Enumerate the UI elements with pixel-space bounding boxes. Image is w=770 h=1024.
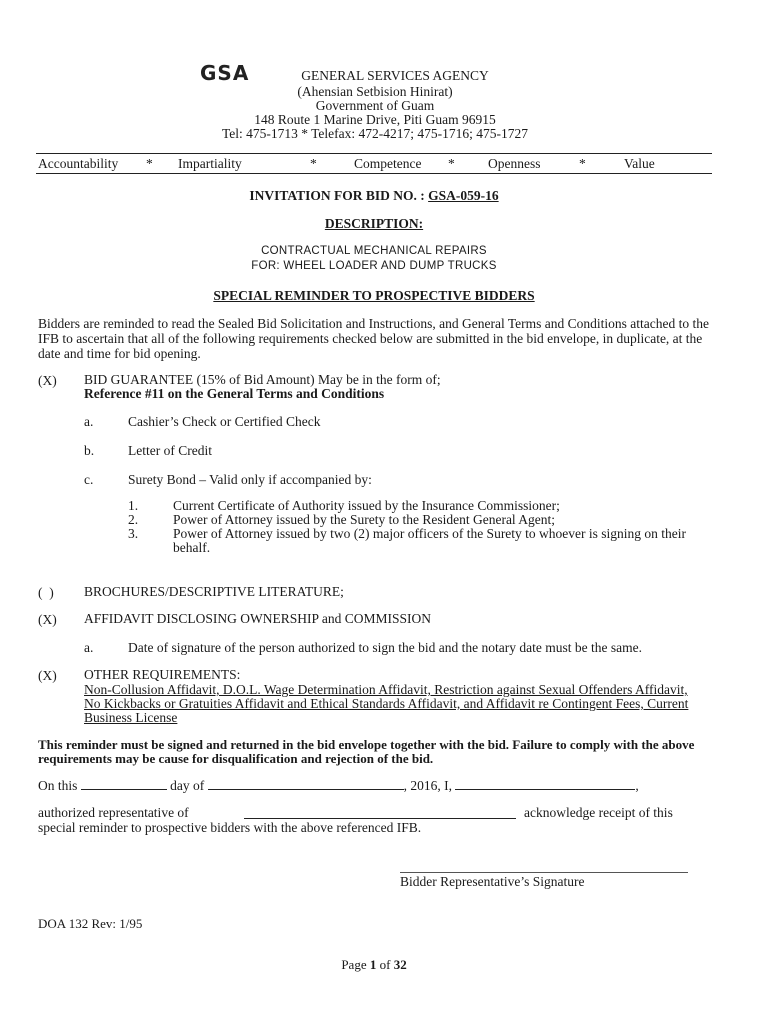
other-requirements-title: OTHER REQUIREMENTS:: [84, 667, 241, 682]
surety-item-text: Current Certificate of Authority issued by the Insurance Commissioner;: [173, 498, 560, 513]
gsa-logo: GSA: [200, 61, 250, 85]
reminder-heading: SPECIAL REMINDER TO PROSPECTIVE BIDDERS: [213, 288, 535, 303]
option-text: Cashier’s Check or Certified Check: [128, 414, 321, 429]
name-blank[interactable]: [455, 778, 635, 790]
value-separator: *: [146, 156, 153, 171]
value-competence: Competence: [354, 156, 422, 171]
agency-native-name: (Ahensian Setbision Hinirat): [297, 84, 453, 99]
bid-guarantee-reference: Reference #11 on the General Terms and Conditions: [84, 386, 385, 401]
value-separator: *: [310, 156, 317, 171]
surety-item-number: 1.: [128, 498, 139, 513]
acknowledge-receipt-label: acknowledge receipt of this: [524, 805, 673, 820]
affidavit-text: AFFIDAVIT DISCLOSING OWNERSHIP and COMMISSION: [84, 611, 432, 626]
other-requirements-checkbox: (X): [38, 668, 57, 683]
affidavit-sub-letter: a.: [84, 640, 94, 655]
header-rule-bottom: [36, 173, 712, 174]
page-current: 1: [369, 957, 377, 972]
bid-guarantee-title: BID GUARANTEE (15% of Bid Amount) May be in the form of;: [84, 372, 441, 387]
surety-item-number: 2.: [128, 512, 139, 527]
bid-guarantee-checkbox: (X): [38, 373, 57, 388]
agency-name: GENERAL SERVICES AGENCY: [301, 68, 489, 83]
company-blank[interactable]: [244, 806, 516, 819]
page-number: [36, 957, 712, 973]
address-line: 148 Route 1 Marine Drive, Piti Guam 96915: [254, 112, 496, 127]
value-value: Value: [624, 156, 655, 171]
value-openness: Openness: [488, 156, 541, 171]
day-of-label: day of: [170, 778, 205, 793]
affidavit-checkbox: (X): [38, 612, 57, 627]
on-this-label: On this: [38, 778, 78, 793]
year-label: , 2016, I,: [403, 778, 453, 793]
form-number: DOA 132 Rev: 1/95: [38, 916, 143, 931]
surety-item-text: Power of Attorney issued by two (2) major officers of the Surety to whoever is signing on their behalf.: [173, 526, 687, 555]
surety-item-number: 3.: [128, 526, 139, 541]
signature-line[interactable]: [400, 872, 688, 873]
day-blank[interactable]: [81, 778, 167, 790]
intro-paragraph: Bidders are reminded to read the Sealed Bid Solicitation and Instructions, and General Terms and Conditions attached to the IFB to ascertain that all of the following requirements checked below are submitted in the bid envelope, in duplicate, at the date and time for bid opening.: [38, 316, 710, 361]
comma: ,: [635, 778, 639, 793]
description-line-2: FOR: WHEEL LOADER AND DUMP TRUCKS: [251, 260, 497, 272]
ifb-number: GSA-059-16: [428, 188, 499, 203]
option-letter: c.: [84, 472, 94, 487]
ifb-title: [36, 188, 712, 204]
acknowledgement-line-2: special reminder to prospective bidders with the above referenced IFB.: [38, 820, 422, 835]
page-total: 32: [393, 957, 407, 972]
option-letter: a.: [84, 414, 94, 429]
value-separator: *: [579, 156, 586, 171]
option-text: Surety Bond – Valid only if accompanied by:: [128, 472, 372, 487]
header-rule-top: [36, 153, 712, 154]
month-blank[interactable]: [208, 778, 404, 790]
option-letter: b.: [84, 443, 95, 458]
page-of: of: [379, 957, 391, 972]
other-requirements-details: Non-Collusion Affidavit, D.O.L. Wage Determination Affidavit, Restriction against Sexual Offenders Affidavit, No Kickbacks or Gratuities Affidavit and Ethical Standards Affidavit, and Affidavit re Contingent Fees, Current Business License: [84, 682, 689, 725]
option-text: Letter of Credit: [128, 443, 212, 458]
affidavit-sub-text: Date of signature of the person authorized to sign the bid and the notary date must be the same.: [128, 640, 642, 655]
acknowledgement-line-1: [38, 778, 712, 793]
government-line: Government of Guam: [315, 98, 435, 113]
phone-line: Tel: 475-1713 * Telefax: 472-4217; 475-1716; 475-1727: [221, 126, 529, 141]
brochures-text: BROCHURES/DESCRIPTIVE LITERATURE;: [84, 584, 344, 599]
description-heading: DESCRIPTION:: [324, 216, 424, 231]
surety-item-text: Power of Attorney issued by the Surety to the Resident General Agent;: [173, 512, 556, 527]
return-notice: This reminder must be signed and returned in the bid envelope together with the bid. Failure to comply with the above requirements may be cause for disqualification and rejection of the bid.: [38, 737, 695, 766]
value-separator: *: [448, 156, 455, 171]
signature-label: Bidder Representative’s Signature: [400, 874, 585, 889]
ifb-label: INVITATION FOR BID NO. :: [249, 188, 425, 203]
authorized-rep-label: authorized representative of: [38, 805, 189, 820]
value-impartiality: Impartiality: [178, 156, 242, 171]
brochures-checkbox: ( ): [38, 585, 54, 600]
page-label: Page: [341, 957, 367, 972]
value-accountability: Accountability: [38, 156, 119, 171]
description-line-1: CONTRACTUAL MECHANICAL REPAIRS: [261, 245, 487, 257]
